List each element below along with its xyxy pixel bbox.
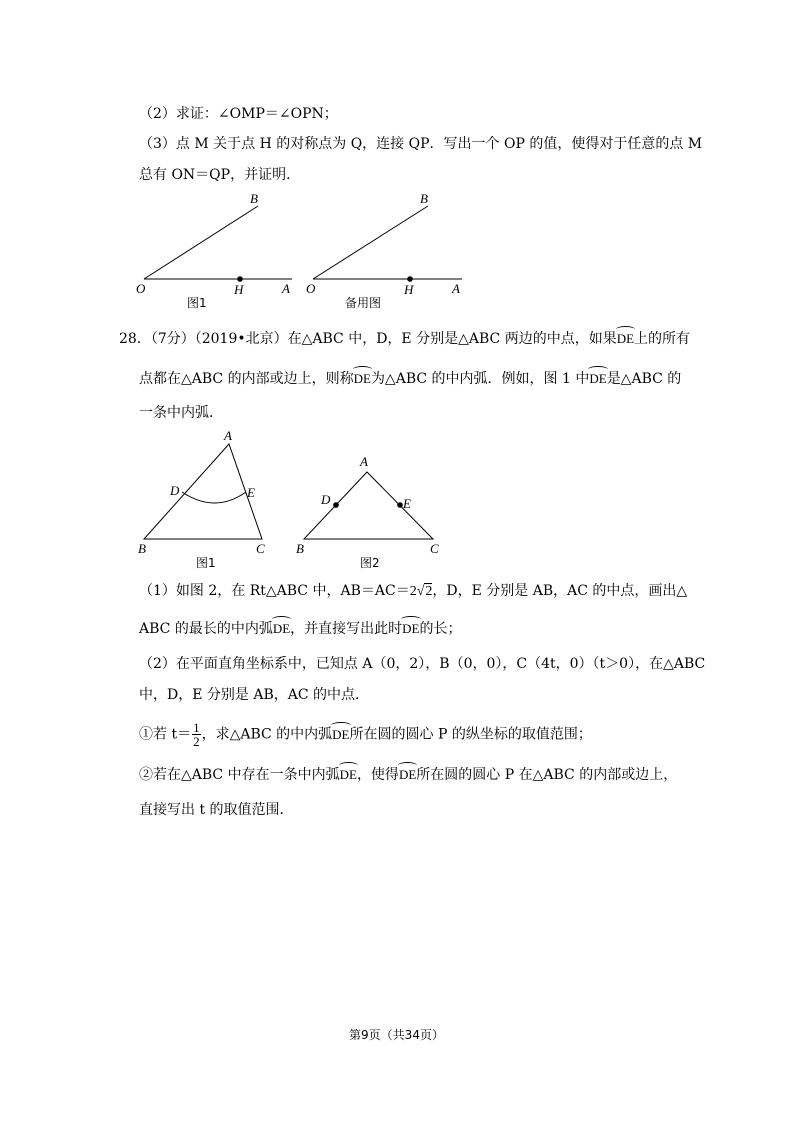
fig27b-label-A: A [452,281,460,296]
q28-intro2-b: 为△ABC 的中内弧．例如，图 1 中 [370,371,590,387]
fig27b-caption: 备用图 [345,296,382,310]
arc-DE: DE [339,767,357,782]
q28-number: 28． [119,331,151,347]
q28-c2-a: ②若在△ABC 中存在一条中内弧 [139,767,340,783]
fraction-denominator: 2 [193,734,200,749]
arc-DE: DE [398,767,417,782]
fig28b-label-D: D [321,492,331,507]
arc-DE: DE [402,621,420,636]
fig28a-label-D: D [170,483,180,498]
q28-intro2-a: 点都在△ABC 的内部或边上，则称 [139,371,354,387]
fig28a-label-C: C [256,541,265,556]
fig28a-caption: 图1 [196,556,216,570]
fig27a-label-A: A [282,281,290,296]
fig27b-label-H: H [404,282,414,297]
q28-part1-line1 [139,582,687,601]
q27-part3-line2: 总有 ON＝QP，并证明． [139,167,301,183]
q28-p1-c: ABC 的最长的中内弧 [139,621,273,637]
fraction-one-half [192,721,201,748]
q28-p1-d: ，并直接写出此时 [290,621,403,637]
page-footer: 第9页（共34页） [349,1028,444,1042]
q28-case2-line2: 直接写出 t 的取值范围． [139,802,294,818]
q28-p1-e: 的长； [419,621,462,637]
q27-part3-line1: （3）点 M 关于点 H 的对称点为 Q，连接 QP．写出一个 OP 的值，使得对于任意的点 M [139,136,703,152]
q28-part2-line2: 中，D，E 分别是 AB，AC 的中点． [139,687,370,703]
fig28b-label-E: E [403,496,411,511]
fig27b-label-B: B [420,191,428,206]
arc-DE: DE [272,621,291,636]
arc-DE: DE [353,371,371,386]
arc-DE: DE [589,371,607,386]
sqrt-expression: 2√2 [409,584,433,599]
q28-meta: （7分）（2019•北京） [150,331,288,347]
fig28b-label-C: C [430,541,439,556]
fig28b-label-A: A [360,454,368,469]
q28-intro-line3: 一条中内弧． [139,405,223,421]
q28-part1-line2 [139,620,462,638]
sqrt-coefficient: 2 [409,584,417,599]
arc-DE: DE [332,726,350,742]
q28-intro-b: 上的所有 [634,331,691,347]
q28-intro-a: 在△ABC 中，D，E 分别是△ABC 两边的中点，如果 [287,331,617,347]
q28-case1 [139,721,592,748]
q28-p1-b: ，D，E 分别是 AB，AC 的中点，画出△ [432,583,688,599]
fig28b-label-B: B [296,541,304,556]
fig27b-label-O: O [306,281,316,296]
sqrt-radicand: 2 [425,584,433,599]
fig28a-label-E: E [247,485,255,500]
fig28a-label-B: B [138,541,146,556]
q28-c1-a: ①若 t＝ [139,726,192,743]
fig28a-label-A: A [224,428,232,443]
fig27a-label-B: B [250,191,258,206]
q28-c2-c: 所在圆的圆心 P 在△ABC 的内部或边上， [416,767,678,783]
q28-intro2-c: 是△ABC 的 [606,371,682,387]
fig28b-caption: 图2 [360,556,380,570]
fraction-numerator: 1 [193,720,200,735]
q28-case2-line1 [139,766,677,784]
fig27a-label-H: H [234,282,244,297]
q28-part2-line1: （2）在平面直角坐标系中，已知点 A（0，2），B（0，0），C（4t，0）（t＞0），在△ABC [139,656,706,672]
arc-DE: DE [616,331,635,346]
fig27a-caption: 图1 [187,296,207,310]
q28-c1-b: ，求△ABC 的中内弧 [201,726,333,743]
q28-c1-c: 所在圆的圆心 P 的纵坐标的取值范围； [349,726,592,743]
q28-c2-b: ，使得 [356,767,399,783]
fig27a-label-O: O [136,281,146,296]
q28-p1-a: （1）如图 2，在 Rt△ABC 中，AB＝AC＝ [139,583,410,599]
q27-part2: （2）求证：∠OMP＝∠OPN； [139,106,338,122]
